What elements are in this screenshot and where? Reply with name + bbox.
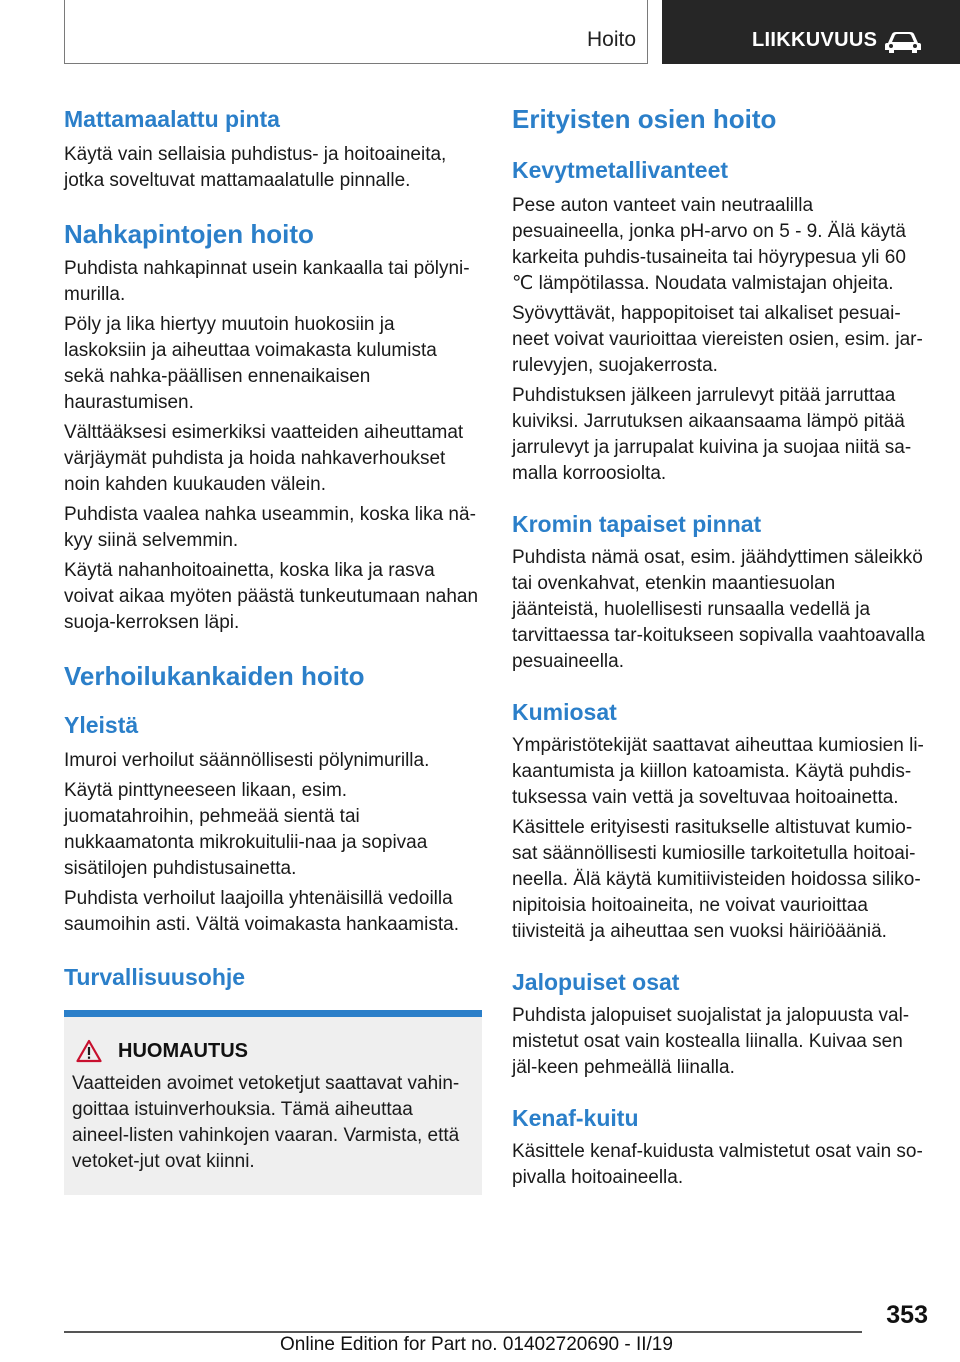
matt-paint-heading: Mattamaalattu pinta xyxy=(64,106,280,132)
alloy-wheels-heading: Kevytmetallivanteet xyxy=(512,157,729,183)
car-icon xyxy=(884,30,922,54)
rubber-text-1: Ympäristötekijät saattavat aiheuttaa kumiosien li-kaantumista ja kiillon katoamista. Käytä puhdis-tuksessa vain vettä ja soveltuvaa hoitoainetta. xyxy=(512,735,924,808)
upholstery-care-heading: Verhoilukankaiden hoito xyxy=(64,661,365,691)
alloy-text-2: Syövyttävät, happopitoiset tai alkaliset pesuai-neet voivat vaurioittaa viereisten osien, esim. jar-rulevyjen, suojakerrosta. xyxy=(512,303,923,376)
footer-rule xyxy=(64,1331,862,1333)
footer-edition-text: Online Edition for Part no. 01402720690 - II/19 xyxy=(280,1334,673,1355)
header-section-title: Hoito xyxy=(586,28,636,51)
right-column xyxy=(512,100,926,1191)
safety-heading: Turvallisuusohje xyxy=(64,964,246,990)
warning-triangle-icon xyxy=(76,1039,102,1063)
warning-rule xyxy=(64,1010,482,1017)
header-frame xyxy=(64,0,648,64)
page-number: 353 xyxy=(886,1301,928,1329)
general-text-1: Imuroi verhoilut säännöllisesti pölynimurilla. xyxy=(64,750,430,771)
leather-care-heading: Nahkapintojen hoito xyxy=(64,219,314,249)
kenaf-text: Käsittele kenaf-kuidusta valmistetut osat vain so-pivalla hoitoaineella. xyxy=(512,1141,923,1188)
leather-text-4: Puhdista vaalea nahka useammin, koska lika nä-kyy siinä selvemmin. xyxy=(64,504,476,551)
rubber-heading: Kumiosat xyxy=(512,699,617,725)
warning-title: HUOMAUTUS xyxy=(118,1039,248,1062)
header-chapter-label: LIIKKUVUUS xyxy=(752,29,878,51)
general-heading: Yleistä xyxy=(64,712,139,738)
general-text-3: Puhdista verhoilut laajoilla yhtenäisillä vedoilla saumoihin asti. Vältä voimakasta hankaamista. xyxy=(64,888,459,935)
leather-text-3: Välttääksesi esimerkiksi vaatteiden aiheuttamat värjäymät puhdista ja hoida nahkaverhoukset noin kahden kuukauden välein. xyxy=(64,422,464,495)
leather-text-1: Puhdista nahkapinnat usein kankaalla tai pölyni-murilla. xyxy=(64,258,470,305)
chrome-heading: Kromin tapaiset pinnat xyxy=(512,511,762,537)
matt-paint-text: Käytä vain sellaisia puhdistus- ja hoitoaineita, jotka soveltuvat mattamaalatulle pinnalle. xyxy=(64,144,447,191)
chrome-text-1: Puhdista nämä osat, esim. jäähdyttimen säleikkö tai ovenkahvat, etenkin maantiesuolan jäänteistä, huolellisesti runsaalla vedellä ja tarvittaessa tar-koitukseen sopivalla vaahtoavalla pesuaineella. xyxy=(512,547,925,672)
general-text-2: Käytä pinttyneeseen likaan, esim. juomatahroihin, pehmeää sientä tai nukkaamatonta mikrokuitulii-naa ja sopivaa sisätilojen puhdistusainetta. xyxy=(64,780,428,879)
precious-wood-text: Puhdista jalopuiset suojalistat ja jalopuusta val-mistetut osat vain kostealla liinalla. Kuivaa sen jäl-keen pehmeällä liinalla. xyxy=(512,1005,910,1078)
rubber-text-2: Käsittele erityisesti rasitukselle altistuvat kumio-sat säännöllisesti kumiosille tarkoitetulla hoitoai-neella. Älä käytä kumitiivisteiden hoidossa siliko-nipitoisia hoitoaineita, ne voivat vaurioittaa tiivisteitä ja aiheuttaa sen vuoksi häiriöääniä. xyxy=(512,817,921,942)
leather-text-5: Käytä nahanhoitoainetta, koska lika ja rasva voivat aikaa myöten päästä tunkeutumaan nahan suoja-kerroksen läpi. xyxy=(64,560,479,633)
warning-text: Vaatteiden avoimet vetoketjut saattavat vahin-goittaa istuinverhouksia. Tämä aiheuttaa aineel-listen vahinkojen vaaran. Varmista, että vetoket-jut ovat kiinni. xyxy=(72,1073,460,1172)
alloy-text-1: Pese auton vanteet vain neutraalilla pesuaineella, jonka pH-arvo on 5 - 9. Älä käytä karkeita puhdis-tusaineita tai höyrypesua yli 60 ℃ lämpötilassa. Noudata valmistajan ohjeita. xyxy=(512,195,906,294)
header-chapter-tab xyxy=(662,0,960,64)
left-column xyxy=(64,100,482,1195)
special-parts-heading: Erityisten osien hoito xyxy=(512,104,777,134)
precious-wood-heading: Jalopuiset osat xyxy=(512,969,680,995)
leather-text-2: Pöly ja lika hiertyy muutoin huokosiin ja laskoksiin ja aiheuttaa voimakasta kulumista sekä nahka-päällisen ennenaikaisen haurastumisen. xyxy=(64,314,437,413)
warning-box xyxy=(64,1017,482,1195)
alloy-text-3: Puhdistuksen jälkeen jarrulevyt pitää jarruttaa kuiviksi. Jarrutuksen aikaansaama lämpö pitää jarrulevyt ja jarrupalat kuivina ja suojaa niitä sa-malla korroosiolta. xyxy=(512,385,912,484)
kenaf-heading: Kenaf-kuitu xyxy=(512,1105,639,1131)
warning-header xyxy=(72,1039,474,1063)
